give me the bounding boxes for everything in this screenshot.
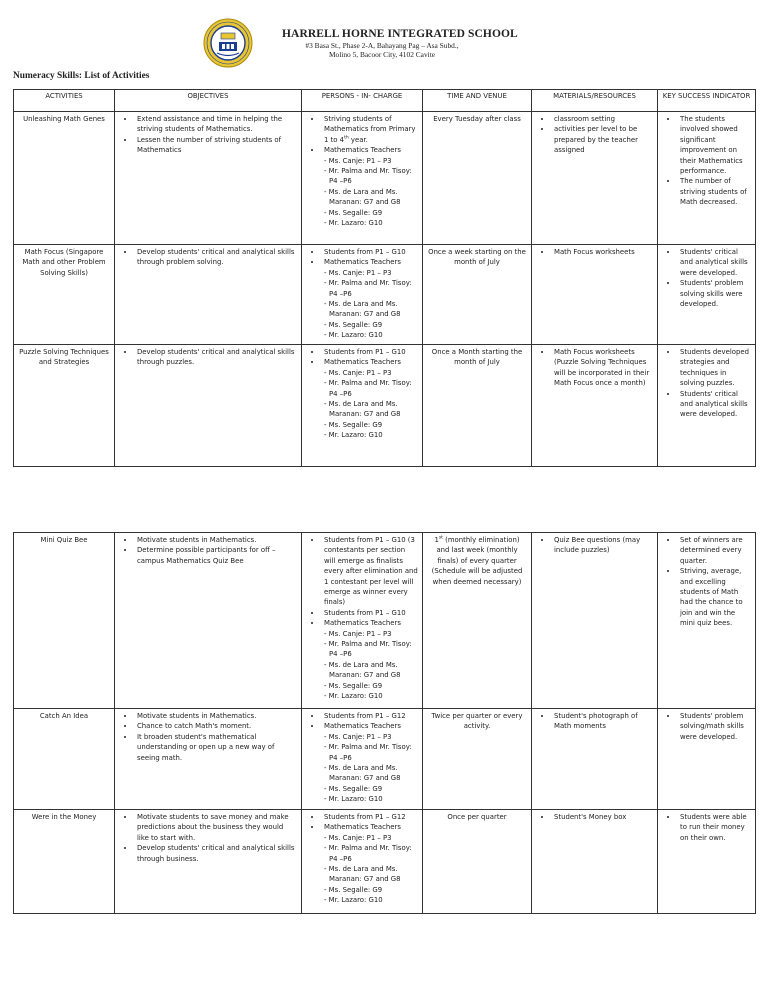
persons-cell	[302, 709, 423, 810]
document-title: Numeracy Skills: List of Activities	[13, 71, 150, 81]
column-header-persons-in-charge: PERSONS - IN- CHARGE	[302, 90, 423, 112]
teacher-line: - Ms. Segalle: G9	[324, 784, 383, 793]
school-address	[282, 41, 482, 59]
teacher-line: - Mr. Palma and Mr. Tisoy: P4 –P6	[324, 279, 412, 298]
indicator-cell	[658, 112, 756, 245]
objective-item: • Develop students' critical and analytical skills through puzzles.	[135, 347, 297, 368]
indicator-item: • Set of winners are determined every quarter.	[678, 535, 751, 566]
indicator-item: • The students involved showed significant improvement on their Mathematics performance.	[678, 114, 751, 176]
teacher-line: - Mr. Palma and Mr. Tisoy: P4 –P6	[324, 844, 412, 863]
objective-item: • Extend assistance and time in helping the striving students of Mathematics.	[135, 114, 297, 135]
table-row	[14, 112, 756, 245]
objective-item: • Motivate students in Mathematics.	[135, 711, 297, 721]
objectives-cell	[115, 245, 302, 345]
activity-cell: Catch An Idea	[14, 709, 115, 810]
school-name: HARRELL HORNE INTEGRATED SCHOOL	[282, 28, 518, 40]
persons-cell	[302, 533, 423, 709]
teacher-line: - Ms. de Lara and Ms. Maranan: G7 and G8	[324, 187, 401, 207]
teacher-line: - Ms. de Lara and Ms. Maranan: G7 and G8	[324, 764, 401, 783]
indicator-cell	[658, 345, 756, 467]
table-row	[14, 709, 756, 810]
objective-item: • Develop students' critical and analytical skills through problem solving.	[135, 247, 297, 268]
persons-item: • Students from P1 – G10	[322, 608, 418, 618]
objectives-cell	[115, 533, 302, 709]
indicator-cell	[658, 810, 756, 914]
teachers-heading: • Mathematics Teachers	[322, 257, 418, 267]
indicator-cell	[658, 533, 756, 709]
materials-cell	[532, 533, 658, 709]
activity-cell: Math Focus (Singapore Math and other Problem Solving Skills)	[14, 245, 115, 345]
teacher-line: - Mr. Lazaro: G10	[324, 896, 383, 905]
objective-item: • Motivate students to save money and make predictions about the business they would like to start with.	[135, 812, 297, 843]
teacher-line: - Mr. Lazaro: G10	[324, 331, 383, 340]
persons-cell	[302, 345, 423, 467]
time-venue-text: (monthly elimination) and last week (monthly finals) of every quarter (Schedule will be adjusted when deemed necessary)	[431, 536, 523, 586]
time-venue-cell: Once per quarter	[423, 810, 532, 914]
indicator-item: • Students' problem solving skills were developed.	[678, 278, 751, 309]
activities-table-part-1	[13, 89, 756, 467]
time-venue-cell: Every Tuesday after class	[423, 112, 532, 245]
teacher-line: - Mr. Palma and Mr. Tisoy: P4 –P6	[324, 743, 412, 762]
materials-cell	[532, 245, 658, 345]
time-venue-cell: Once a week starting on the month of July	[423, 245, 532, 345]
material-item: • Quiz Bee questions (may include puzzles)	[552, 535, 653, 556]
persons-cell	[302, 245, 423, 345]
time-ordinal-suffix: st	[438, 535, 443, 541]
teacher-line: - Mr. Lazaro: G10	[324, 795, 383, 804]
letterhead	[0, 0, 768, 70]
address-line-2: Molino 5, Bacoor City, 4102 Cavite	[328, 50, 436, 59]
teacher-line: - Ms. Canje: P1 – P3	[324, 629, 392, 638]
material-item: • Math Focus worksheets	[552, 247, 653, 257]
teacher-list	[306, 629, 418, 702]
teacher-list	[306, 732, 418, 805]
indicator-item: • The number of striving students of Math decreased.	[678, 176, 751, 207]
table-row	[14, 345, 756, 467]
column-header-objectives: OBJECTIVES	[115, 90, 302, 112]
materials-cell	[532, 345, 658, 467]
time-venue-cell: Once a Month starting the month of July	[423, 345, 532, 467]
teacher-line: - Mr. Lazaro: G10	[324, 219, 383, 228]
persons-item: • Students from P1 – G10 (3 contestants per section will emerge as finalists every after elimination and 1 contestant per level will emerge as winner every finals)	[322, 535, 418, 608]
objective-item: • Lessen the number of striving students of Mathematics	[135, 135, 297, 156]
objective-item: • It broaden student's mathematical understanding or open up a new way of seeing math.	[135, 732, 297, 763]
persons-ordinal: th	[344, 135, 349, 141]
teacher-list	[306, 368, 418, 441]
teacher-list	[306, 833, 418, 906]
material-item: • Student's Money box	[552, 812, 653, 822]
activity-cell: Mini Quiz Bee	[14, 533, 115, 709]
time-venue-cell: Twice per quarter or every activity.	[423, 709, 532, 810]
table-row	[14, 245, 756, 345]
persons-item	[322, 114, 418, 145]
objectives-cell	[115, 709, 302, 810]
persons-lead: Striving students of Mathematics from Primary 1 to 4	[324, 115, 416, 144]
teachers-heading: • Mathematics Teachers	[322, 721, 418, 731]
school-seal-icon	[203, 18, 253, 68]
material-item: • Math Focus worksheets (Puzzle Solving Techniques will be incorporated in their Math Focus once a month)	[552, 347, 653, 389]
teacher-line: - Ms. Canje: P1 – P3	[324, 268, 392, 277]
teacher-line: - Mr. Lazaro: G10	[324, 431, 383, 440]
teacher-line: - Ms. de Lara and Ms. Maranan: G7 and G8	[324, 400, 401, 419]
teacher-list	[306, 156, 418, 229]
material-item: • classroom setting	[552, 114, 653, 124]
indicator-item: • Students were able to run their money on their own.	[678, 812, 751, 843]
activity-cell: Were in the Money	[14, 810, 115, 914]
teacher-line: - Ms. Segalle: G9	[324, 681, 383, 690]
indicator-item: • Striving, average, and excelling students of Math had the chance to join and win the mini quiz bees.	[678, 566, 751, 628]
teacher-line: - Ms. Segalle: G9	[324, 208, 383, 217]
activity-cell: Puzzle Solving Techniques and Strategies	[14, 345, 115, 467]
indicator-item: • Students' problem solving/math skills were developed.	[678, 711, 751, 742]
teacher-line: - Ms. Segalle: G9	[324, 420, 383, 429]
table-header-row	[14, 90, 756, 112]
objective-item: • Determine possible participants for off – campus Mathematics Quiz Bee	[135, 545, 297, 566]
persons-cell	[302, 112, 423, 245]
persons-item: • Students from P1 – G12	[322, 812, 418, 822]
column-header-activities: ACTIVITIES	[14, 90, 115, 112]
teachers-heading: • Mathematics Teachers	[322, 618, 418, 628]
persons-item: • Students from P1 – G12	[322, 711, 418, 721]
teacher-line: - Ms. Canje: P1 – P3	[324, 732, 392, 741]
teacher-line: - Ms. de Lara and Ms. Maranan: G7 and G8	[324, 660, 401, 680]
material-item: • activities per level to be prepared by the teacher assigned	[552, 124, 653, 155]
teacher-line: - Ms. de Lara and Ms. Maranan: G7 and G8	[324, 300, 401, 319]
teacher-line: - Ms. Segalle: G9	[324, 885, 383, 894]
indicator-item: • Students developed strategies and techniques in solving puzzles.	[678, 347, 751, 389]
column-header-materials-resources: MATERIALS/RESOURCES	[532, 90, 658, 112]
indicator-cell	[658, 245, 756, 345]
teachers-heading: • Mathematics Teachers	[322, 145, 418, 155]
objectives-cell	[115, 112, 302, 245]
table-row	[14, 533, 756, 709]
teacher-line: - Mr. Lazaro: G10	[324, 692, 383, 701]
teacher-line: - Ms. Segalle: G9	[324, 320, 383, 329]
teacher-line: - Ms. Canje: P1 – P3	[324, 368, 392, 377]
indicator-cell	[658, 709, 756, 810]
persons-item: • Students from P1 – G10	[322, 247, 418, 257]
teacher-line: - Ms. Canje: P1 – P3	[324, 156, 392, 165]
table-row	[14, 810, 756, 914]
material-item: • Student's photograph of Math moments	[552, 711, 653, 732]
activities-table-part-2	[13, 532, 756, 914]
teacher-line: - Ms. de Lara and Ms. Maranan: G7 and G8	[324, 865, 401, 884]
teacher-line: - Mr. Palma and Mr. Tisoy: P4 –P6	[324, 167, 412, 186]
materials-cell	[532, 112, 658, 245]
objectives-cell	[115, 810, 302, 914]
objective-item: • Chance to catch Math's moment.	[135, 721, 297, 731]
teachers-heading: • Mathematics Teachers	[322, 822, 418, 832]
teacher-line: - Mr. Palma and Mr. Tisoy: P4 –P6	[324, 379, 412, 398]
persons-cell	[302, 810, 423, 914]
column-header-key-success-indicator: KEY SUCCESS INDICATOR	[658, 90, 756, 112]
persons-item: • Students from P1 – G10	[322, 347, 418, 357]
column-header-time-and-venue: TIME AND VENUE	[423, 90, 532, 112]
address-line-1: #3 Basa St., Phase 2-A, Bahayang Pag – Asa Subd.,	[305, 41, 459, 50]
teacher-list	[306, 268, 418, 341]
indicator-item: • Students' critical and analytical skills were developed.	[678, 247, 751, 278]
activity-cell: Unleashing Math Genes	[14, 112, 115, 245]
objective-item: • Motivate students in Mathematics.	[135, 535, 297, 545]
time-venue-cell	[423, 533, 532, 709]
teachers-heading: • Mathematics Teachers	[322, 357, 418, 367]
objectives-cell	[115, 345, 302, 467]
indicator-item: • Students' critical and analytical skills were developed.	[678, 389, 751, 420]
teacher-line: - Ms. Canje: P1 – P3	[324, 833, 392, 842]
materials-cell	[532, 810, 658, 914]
materials-cell	[532, 709, 658, 810]
persons-tail: year.	[348, 135, 368, 144]
teacher-line: - Mr. Palma and Mr. Tisoy: P4 –P6	[324, 640, 412, 659]
time-ordinal-number: 1	[434, 536, 439, 544]
objective-item: • Develop students' critical and analytical skills through business.	[135, 843, 297, 864]
